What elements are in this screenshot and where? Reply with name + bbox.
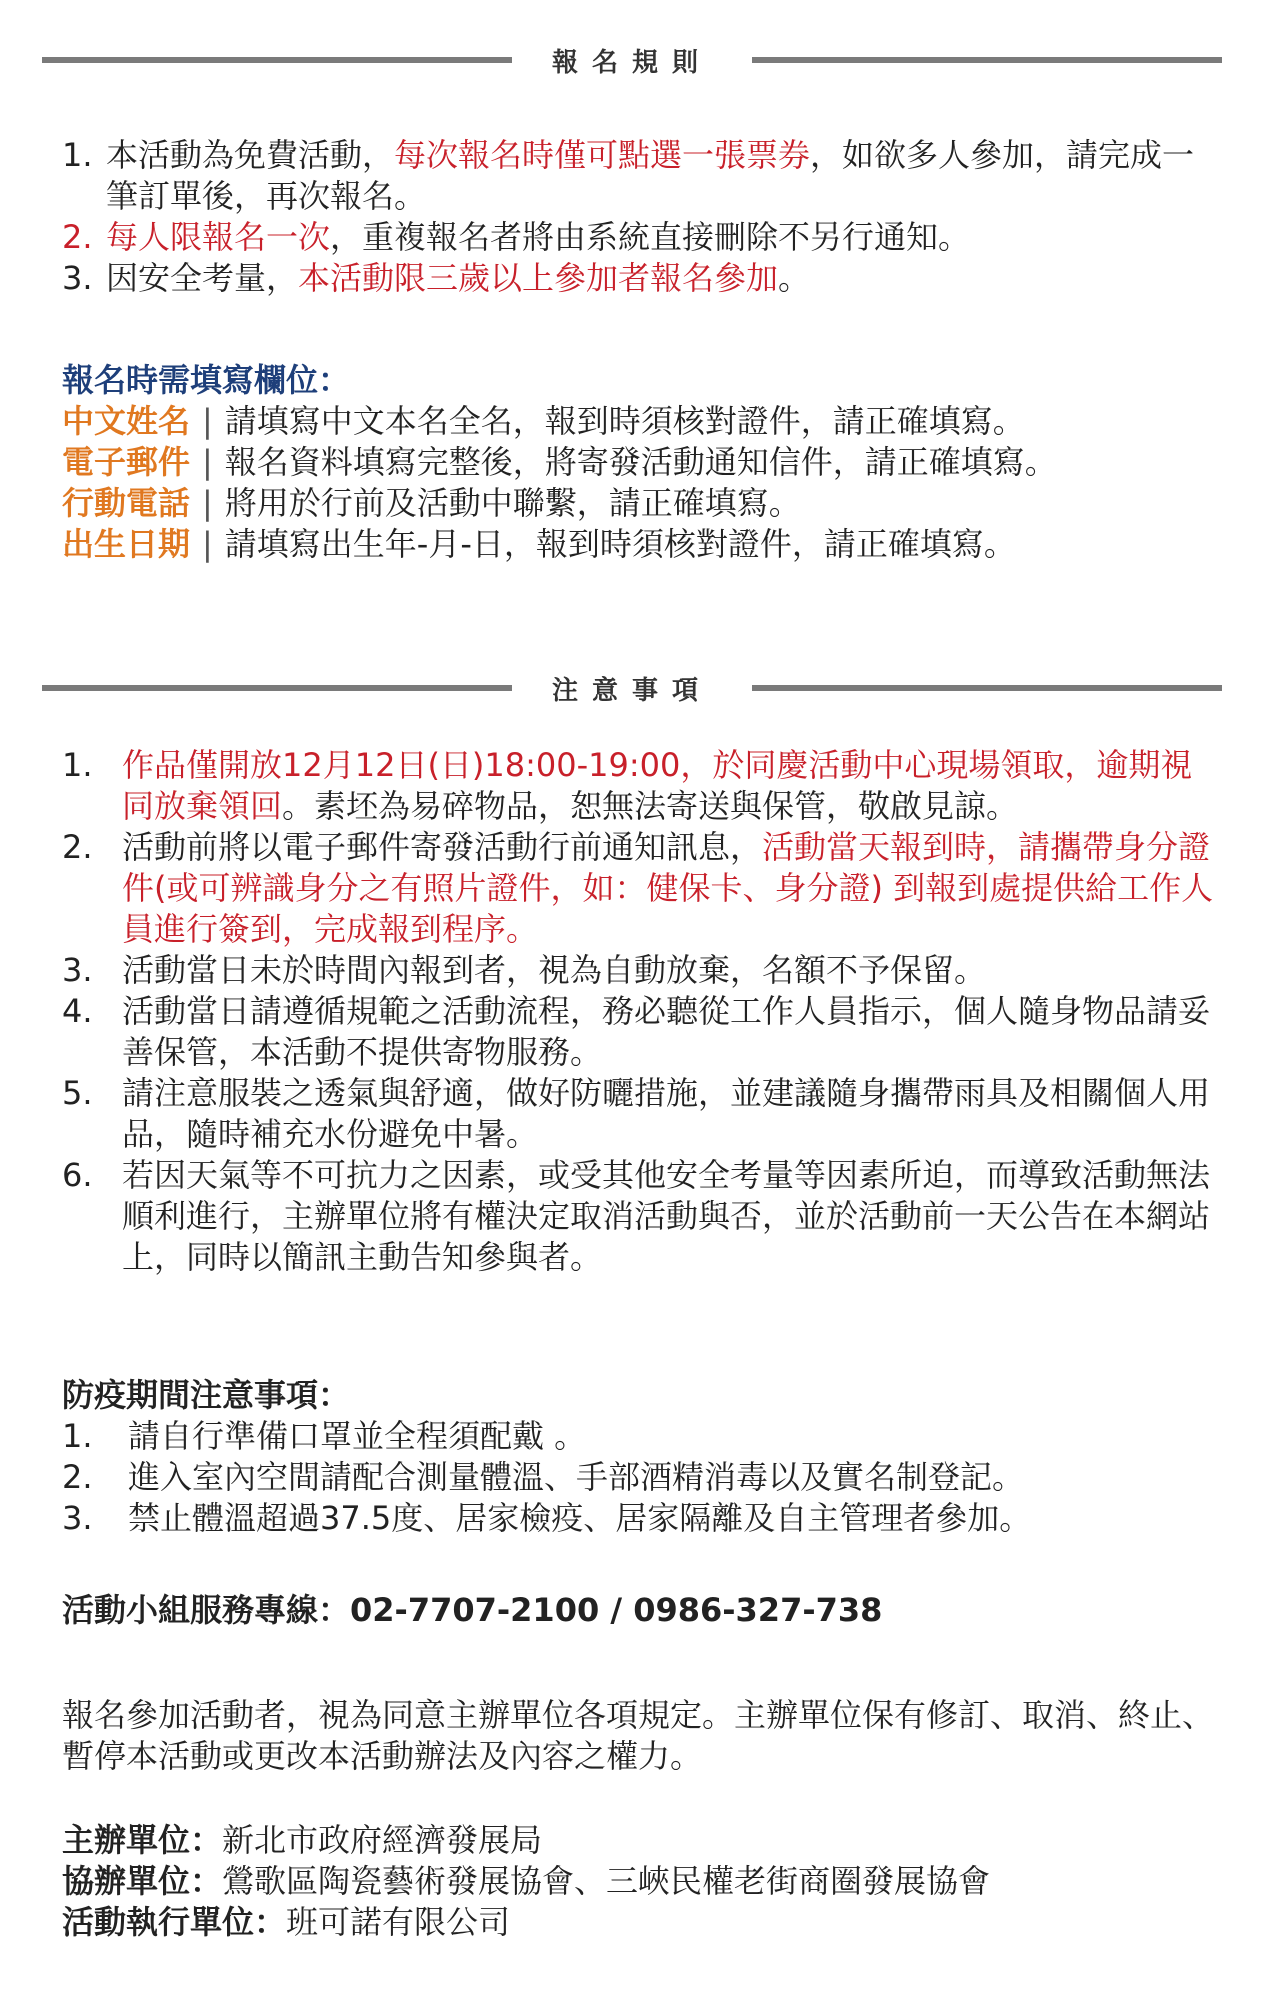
notice-list <box>62 745 1222 1278</box>
header-line-right <box>752 685 1222 691</box>
required-fields <box>62 360 1222 565</box>
item-number: 4. <box>62 992 93 1030</box>
list-item <box>62 1416 1222 1457</box>
organizer-row <box>62 1902 1222 1943</box>
field-separator: | <box>202 402 213 440</box>
organizer-value: 新北市政府經濟發展局 <box>222 1821 543 1859</box>
field-separator: | <box>202 443 213 481</box>
text-segment: ，如欲多人參加，請完成一筆訂單後，再次報名。 <box>106 136 1195 215</box>
item-text <box>106 258 1222 299</box>
organizer-label: 主辦單位： <box>62 1821 223 1859</box>
field-label: 中文姓名 <box>62 402 191 440</box>
organizer-row <box>62 1820 1222 1861</box>
field-row-email <box>62 442 1222 483</box>
list-item <box>62 1073 1222 1155</box>
highlight-text: 每次報名時僅可點選一張票券 <box>394 136 811 174</box>
item-number: 1. <box>62 1417 93 1455</box>
header-line-right <box>752 57 1222 63</box>
item-number: 2. <box>62 218 93 256</box>
section-header-notice <box>42 668 1222 708</box>
section-title-rules: 報名規則 <box>552 47 713 78</box>
item-number: 6. <box>62 1156 93 1194</box>
item-text: 請注意服裝之透氣與舒適，做好防曬措施，並建議隨身攜帶雨具及相關個人用品，隨時補充水份避免中暑。 <box>122 1074 1211 1153</box>
list-item <box>62 217 1222 258</box>
fields-title: 報名時需填寫欄位： <box>62 361 351 399</box>
organizer-row <box>62 1861 1222 1902</box>
item-text: 進入室內空間請配合測量體溫、手部酒精消毒以及實名制登記。 <box>128 1458 1025 1496</box>
header-line-left <box>42 685 512 691</box>
highlight-text: 每人限報名一次 <box>106 218 331 256</box>
list-item <box>62 258 1222 299</box>
field-separator: | <box>202 484 213 522</box>
agreement-text: 報名參加活動者，視為同意主辦單位各項規定。主辦單位保有修訂、取消、終止、暫停本活動或更改本活動辦法及內容之權力。 <box>62 1696 1215 1775</box>
field-label: 電子郵件 <box>62 443 191 481</box>
epidemic-title: 防疫期間注意事項： <box>62 1376 351 1414</box>
field-row-birthday <box>62 524 1222 565</box>
list-item <box>62 827 1222 950</box>
list-item <box>62 1498 1222 1539</box>
organizers <box>62 1820 1222 1943</box>
field-desc: 報名資料填寫完整後，將寄發活動通知信件，請正確填寫。 <box>224 443 1057 481</box>
item-number: 1. <box>62 746 93 784</box>
item-text <box>106 135 1222 217</box>
epidemic-section <box>62 1375 1222 1539</box>
item-number: 2. <box>62 828 93 866</box>
item-number: 2. <box>62 1458 93 1496</box>
field-separator: | <box>202 525 213 563</box>
text-segment: 因安全考量， <box>106 259 299 297</box>
section-title-notice: 注意事項 <box>552 675 713 706</box>
section-header-rules <box>42 40 1222 80</box>
organizer-value: 班可諾有限公司 <box>286 1903 511 1941</box>
list-item <box>62 1457 1222 1498</box>
field-row-name <box>62 401 1222 442</box>
item-text <box>122 745 1222 827</box>
list-item <box>62 745 1222 827</box>
text-segment: 。 <box>778 259 811 297</box>
header-line-left <box>42 57 512 63</box>
hotline: 活動小組服務專線：02-7707-2100 / 0986-327-738 <box>62 1591 883 1629</box>
text-segment: 活動前將以電子郵件寄發活動行前通知訊息， <box>122 828 763 866</box>
item-text: 若因天氣等不可抗力之因素，或受其他安全考量等因素所迫，而導致活動無法順利進行，主辦單位將有權決定取消活動與否，並於活動前一天公告在本網站上，同時以簡訊主動告知參與者。 <box>122 1156 1211 1276</box>
field-label: 出生日期 <box>62 525 191 563</box>
field-desc: 請填寫中文本名全名，報到時須核對證件，請正確填寫。 <box>224 402 1025 440</box>
highlight-text: 本活動限三歲以上參加者報名參加 <box>298 259 779 297</box>
text-segment: 。素坯為易碎物品，恕無法寄送與保管，敬啟見諒。 <box>282 787 1019 825</box>
item-number: 3. <box>62 259 93 297</box>
item-text: 禁止體溫超過37.5度、居家檢疫、居家隔離及自主管理者參加。 <box>128 1499 1032 1537</box>
highlight-text: 作品僅開放12月12日(日)18:00-19:00，於同慶活動中心現場領取，逾期視同放棄領回 <box>122 746 1193 825</box>
list-item <box>62 991 1222 1073</box>
rules-list <box>62 135 1222 299</box>
organizer-label: 協辦單位： <box>62 1862 223 1900</box>
text-segment: ，重複報名者將由系統直接刪除不另行通知。 <box>330 218 971 256</box>
field-desc: 請填寫出生年-月-日，報到時須核對證件，請正確填寫。 <box>224 525 1016 563</box>
list-item <box>62 950 1222 991</box>
item-text: 活動當日未於時間內報到者，視為自動放棄，名額不予保留。 <box>122 951 987 989</box>
item-text: 請自行準備口罩並全程須配戴 。 <box>128 1417 587 1455</box>
field-row-phone <box>62 483 1222 524</box>
text-segment: 本活動為免費活動， <box>106 136 395 174</box>
item-text <box>122 827 1222 950</box>
item-text <box>106 217 1222 258</box>
item-text: 活動當日請遵循規範之活動流程，務必聽從工作人員指示，個人隨身物品請妥善保管，本活動不提供寄物服務。 <box>122 992 1211 1071</box>
highlight-text: 活動當天報到時，請攜帶身分證件(或可辨識身分之有照片證件，如：健保卡、身分證) 到報到處提供給工作人員進行簽到，完成報到程序。 <box>122 828 1214 948</box>
field-label: 行動電話 <box>62 484 191 522</box>
list-item <box>62 1155 1222 1278</box>
item-number: 5. <box>62 1074 93 1112</box>
list-item <box>62 135 1222 217</box>
item-number: 1. <box>62 136 93 174</box>
organizer-label: 活動執行單位： <box>62 1903 287 1941</box>
item-number: 3. <box>62 1499 93 1537</box>
field-desc: 將用於行前及活動中聯繫，請正確填寫。 <box>224 484 801 522</box>
organizer-value: 鶯歌區陶瓷藝術發展協會、三峽民權老街商圈發展協會 <box>222 1862 991 1900</box>
item-number: 3. <box>62 951 93 989</box>
